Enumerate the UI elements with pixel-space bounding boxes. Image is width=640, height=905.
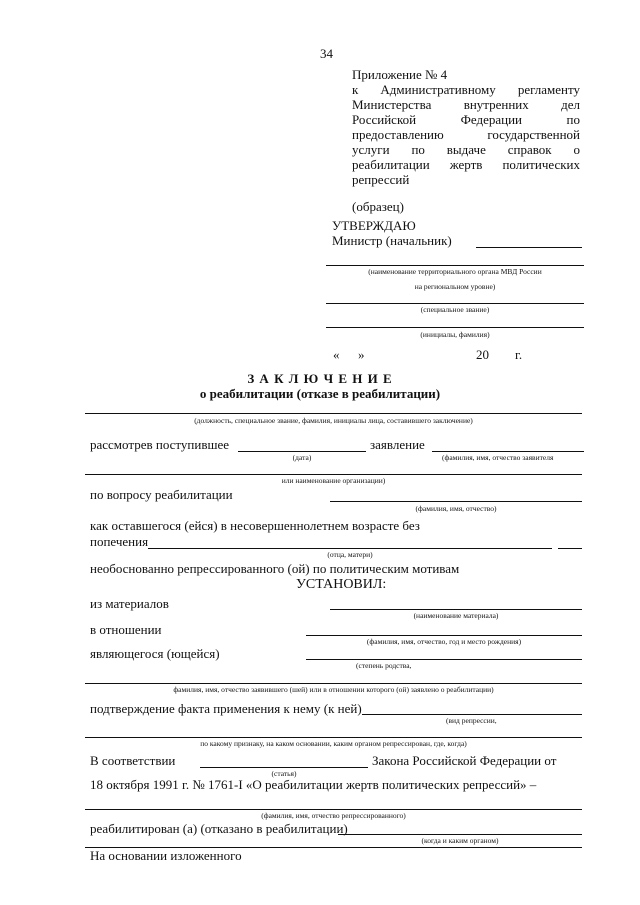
according-label: В соответствии	[90, 753, 176, 768]
caption-fio-birth: (фамилия, имя, отчество, год и место рождения)	[366, 637, 522, 646]
article-line	[200, 767, 368, 768]
established-heading: УСТАНОВИЛ:	[296, 577, 387, 592]
caption-article: (статья)	[271, 769, 297, 778]
minor-line-1: как оставшегося (ейся) в несовершеннолетнем возрасте без	[90, 518, 420, 533]
statement-label: заявление	[370, 437, 425, 452]
material-line	[330, 609, 582, 610]
applicant-line	[432, 451, 584, 452]
document-subtitle: о реабилитации (отказе в реабилитации)	[199, 386, 441, 401]
on-issue-label: по вопросу реабилитации	[90, 487, 233, 502]
basis-line	[85, 737, 582, 738]
minor-line-2: попечения	[90, 534, 149, 549]
caption-regional-level: на региональном уровне)	[414, 282, 496, 291]
kinship-line-2	[85, 683, 582, 684]
appendix-line-7: репрессий	[352, 172, 410, 187]
considered-label: рассмотрев поступившее	[90, 437, 230, 452]
repression-line	[362, 714, 582, 715]
date-quote-open: «	[333, 347, 340, 362]
rehabilitated-label: реабилитирован (а) (отказано в реабилитации)	[90, 821, 348, 836]
author-line	[85, 413, 582, 414]
caption-date: (дата)	[292, 453, 312, 462]
sample-label: (образец)	[352, 199, 404, 214]
date-line	[238, 451, 366, 452]
appendix-title: Приложение № 4	[352, 67, 448, 82]
parents-line	[148, 548, 552, 549]
caption-applicant: (фамилия, имя, отчество заявителя	[442, 453, 554, 462]
law-label: Закона Российской Федерации от	[372, 753, 557, 768]
caption-author: (должность, специальное звание, фамилия, инициалы лица, составившего заключение)	[194, 416, 473, 425]
caption-kinship: (степень родства,	[356, 661, 412, 670]
minister-label: Министр (начальник)	[332, 233, 452, 248]
based-on-label: На основании изложенного	[90, 848, 242, 863]
appendix-line-2: Министерства внутренних дел	[352, 97, 580, 112]
caption-material: (наименование материала)	[413, 611, 499, 620]
caption-parents: (отца, матери)	[327, 550, 373, 559]
confirmation-label: подтверждение факта применения к нему (к ней)	[90, 701, 362, 716]
appendix-line-1: к Административному регламенту	[352, 82, 580, 97]
parents-line-end	[558, 548, 582, 549]
territorial-body-line	[326, 265, 584, 266]
fio-line	[330, 501, 582, 502]
law-date: 18 октября 1991 г. № 1761-I «О реабилитации жертв политических репрессий» –	[90, 777, 537, 792]
minister-signature-line	[476, 247, 582, 248]
year-suffix: г.	[515, 347, 523, 362]
appendix-line-5: услуги по выдаче справок о	[352, 142, 580, 157]
appendix-line-4: предоставлению государственной	[352, 127, 580, 142]
initials-line	[326, 327, 584, 328]
kinship-line	[306, 659, 582, 660]
caption-repression: (вид репрессии,	[446, 716, 497, 725]
regarding-label: в отношении	[90, 622, 162, 637]
organization-line	[85, 474, 582, 475]
approve-heading: УТВЕРЖДАЮ	[332, 218, 416, 233]
year-prefix: 20	[476, 347, 489, 362]
when-line	[338, 834, 582, 835]
caption-rank: (специальное звание)	[420, 305, 490, 314]
appendix-line-6: реабилитации жертв политических	[352, 157, 580, 172]
caption-fio-repressed: (фамилия, имя, отчество репрессированного)	[261, 811, 406, 820]
page-number: 34	[320, 46, 333, 61]
being-label: являющегося (ющейся)	[90, 646, 220, 661]
caption-territorial-body: (наименование территориального органа МВД России	[368, 267, 542, 276]
repressed-fio-line	[85, 809, 582, 810]
document-title: З А К Л Ю Ч Е Н И Е	[247, 371, 393, 386]
caption-basis: по какому признаку, на каком основании, каким органом репрессирован, где, когда)	[200, 739, 467, 748]
date-quote-close: »	[358, 347, 365, 362]
rank-line	[326, 303, 584, 304]
repressed-label: необоснованно репрессированного (ой) по политическим мотивам	[90, 561, 460, 576]
caption-when: (когда и каким органом)	[421, 836, 499, 845]
fio-birth-line	[306, 635, 582, 636]
caption-kinship-2: фамилия, имя, отчество заявившего (шей) или в отношении которого (ой) заявлено о реабилитации)	[173, 685, 494, 694]
caption-organization: или наименование организации)	[281, 476, 386, 485]
appendix-line-3: Российской Федерации по	[352, 112, 580, 127]
caption-fio: (фамилия, имя, отчество)	[415, 504, 497, 513]
from-materials-label: из материалов	[90, 596, 169, 611]
caption-initials: (инициалы, фамилия)	[420, 330, 490, 339]
